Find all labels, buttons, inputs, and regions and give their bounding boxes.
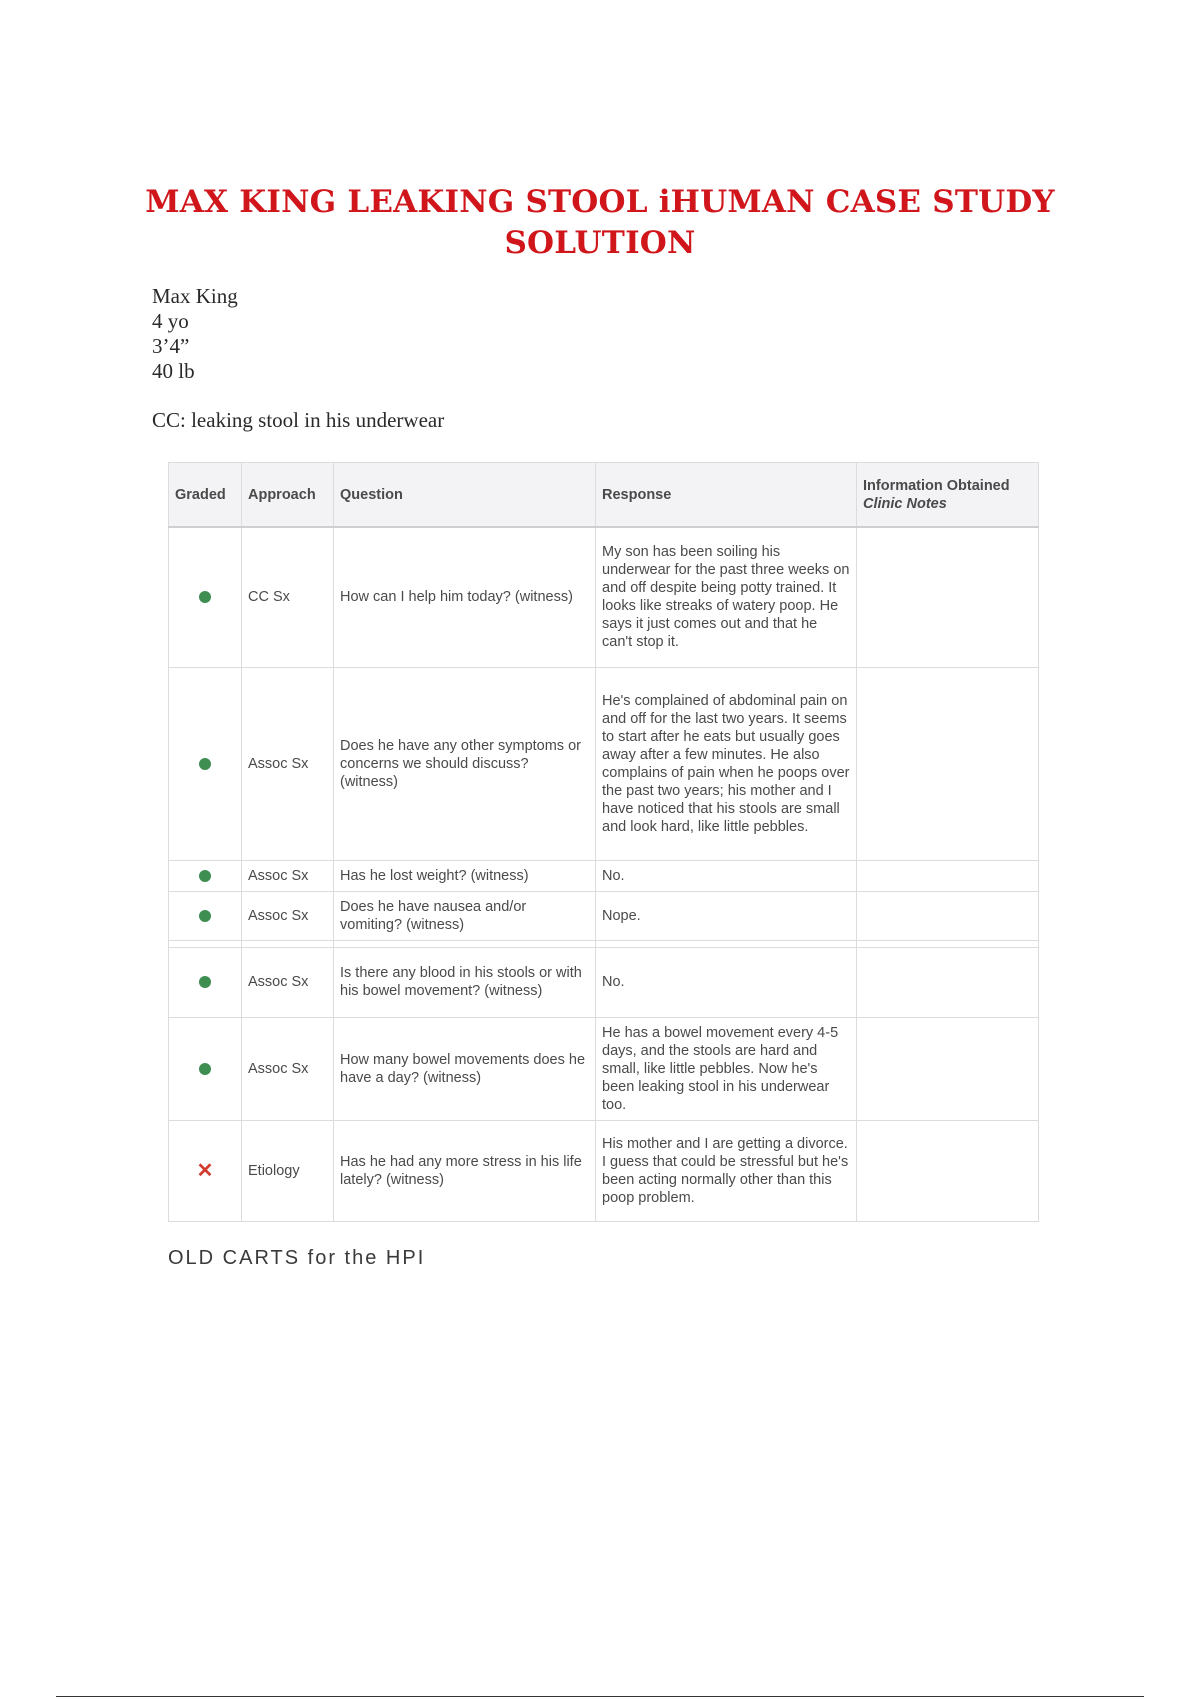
table-row	[169, 891, 1039, 940]
green-dot-icon	[199, 910, 211, 922]
patient-weight: 40 lb	[152, 359, 195, 383]
response-cell: Nope.	[596, 891, 857, 940]
title-line-2: SOLUTION	[504, 225, 696, 261]
header-question: Question	[334, 463, 596, 528]
response-cell: He's complained of abdominal pain on and off for the last two years. It seems to start after he eats but usually goes away after a few minutes. He also complains of pain when he poops over the past two years; his mother and I have noticed that his stools are small and look hard, like little pebbles.	[596, 667, 857, 860]
response-cell: His mother and I are getting a divorce. I guess that could be stressful but he's been acting normally other than this poop problem.	[596, 1120, 857, 1221]
header-graded: Graded	[169, 463, 242, 528]
spacer-cell	[334, 940, 596, 947]
header-response: Response	[596, 463, 857, 528]
graded-cell	[169, 667, 242, 860]
table-row	[169, 667, 1039, 860]
spacer-cell	[242, 940, 334, 947]
response-cell: No.	[596, 947, 857, 1017]
green-dot-icon	[199, 1063, 211, 1075]
header-info-prefix: Information Obtained	[863, 477, 1010, 494]
response-cell: He has a bowel movement every 4-5 days, and the stools are hard and small, like little pebbles. Now he's been leaking stool in his underwear too.	[596, 1017, 857, 1120]
graded-cell	[169, 1120, 242, 1221]
approach-cell: Assoc Sx	[242, 860, 334, 891]
green-dot-icon	[199, 758, 211, 770]
table-row	[169, 1120, 1039, 1221]
response-cell: No.	[596, 860, 857, 891]
question-cell: Is there any blood in his stools or with his bowel movement? (witness)	[334, 947, 596, 1017]
approach-cell: Assoc Sx	[242, 667, 334, 860]
spacer-cell	[857, 940, 1039, 947]
table-row-spacer	[169, 940, 1039, 947]
green-dot-icon	[199, 870, 211, 882]
question-cell: Has he lost weight? (witness)	[334, 860, 596, 891]
graded-cell	[169, 860, 242, 891]
green-dot-icon	[199, 591, 211, 603]
question-cell: Does he have any other symptoms or concerns we should discuss? (witness)	[334, 667, 596, 860]
table-body	[169, 527, 1039, 1221]
table-row	[169, 860, 1039, 891]
table-header-row	[169, 463, 1039, 528]
question-cell: Has he had any more stress in his life lately? (witness)	[334, 1120, 596, 1221]
page-bottom-rule	[56, 1696, 1144, 1697]
cutoff-heading-text: OLD CARTS for the HPI	[168, 1247, 426, 1269]
patient-height: 3’4”	[152, 334, 190, 358]
question-cell: Does he have nausea and/or vomiting? (witness)	[334, 891, 596, 940]
info-cell	[857, 667, 1039, 860]
table-row	[169, 1017, 1039, 1120]
question-cell: How many bowel movements does he have a day? (witness)	[334, 1017, 596, 1120]
info-cell	[857, 891, 1039, 940]
chief-complaint: CC: leaking stool in his underwear	[152, 408, 445, 432]
patient-age: 4 yo	[152, 309, 189, 333]
title-line-1: MAX KING LEAKING STOOL iHUMAN CASE STUDY	[145, 184, 1055, 220]
approach-cell: CC Sx	[242, 527, 334, 667]
patient-name: Max King	[152, 284, 238, 308]
info-cell	[857, 860, 1039, 891]
approach-cell: Etiology	[242, 1120, 334, 1221]
graded-cell	[169, 527, 242, 667]
approach-cell: Assoc Sx	[242, 1017, 334, 1120]
approach-cell: Assoc Sx	[242, 947, 334, 1017]
patient-info	[152, 284, 238, 384]
info-cell	[857, 1120, 1039, 1221]
info-cell	[857, 947, 1039, 1017]
header-info-italic: Clinic Notes	[863, 495, 947, 512]
graded-cell	[169, 891, 242, 940]
cutoff-heading	[168, 1247, 468, 1269]
header-information	[857, 463, 1039, 528]
table-row	[169, 947, 1039, 1017]
question-cell: How can I help him today? (witness)	[334, 527, 596, 667]
graded-cell	[169, 947, 242, 1017]
response-cell: My son has been soiling his underwear for the past three weeks on and off despite being potty trained. It looks like streaks of watery poop. He says it just comes out and that he can't stop it.	[596, 527, 857, 667]
header-approach: Approach	[242, 463, 334, 528]
spacer-cell	[169, 940, 242, 947]
graded-cell	[169, 1017, 242, 1120]
green-dot-icon	[199, 976, 211, 988]
table-row	[169, 527, 1039, 667]
info-cell	[857, 1017, 1039, 1120]
approach-cell: Assoc Sx	[242, 891, 334, 940]
document-title	[100, 182, 1100, 264]
red-x-icon: ✕	[196, 1159, 214, 1182]
history-table	[168, 462, 1039, 1222]
history-table-wrapper	[168, 462, 1038, 1222]
spacer-cell	[596, 940, 857, 947]
info-cell	[857, 527, 1039, 667]
